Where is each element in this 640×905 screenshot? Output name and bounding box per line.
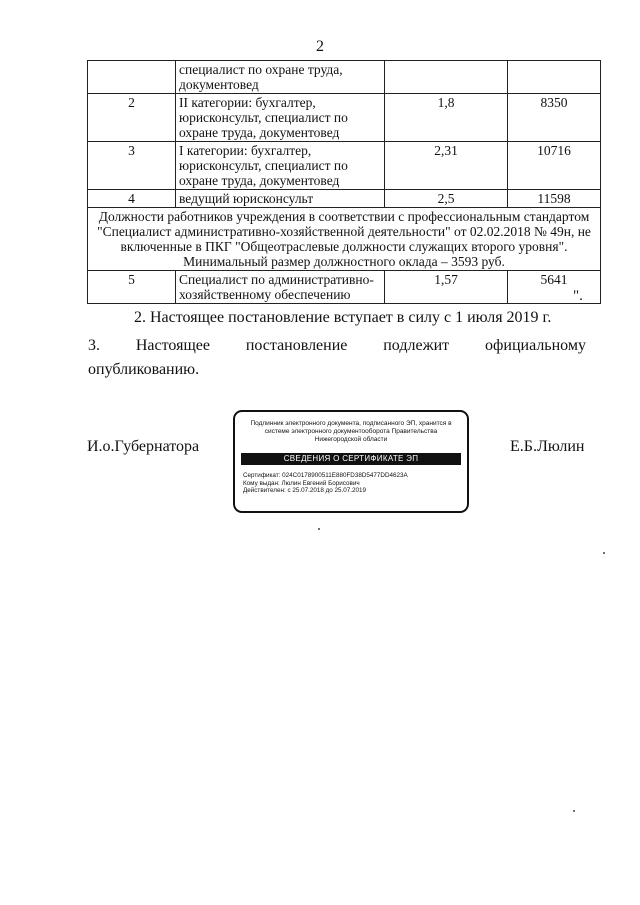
- closing-quote: ".: [573, 288, 583, 304]
- salary: 5641: [508, 271, 601, 304]
- scan-speck: [573, 810, 575, 812]
- position-name: ведущий юрисконсульт: [176, 190, 385, 208]
- scan-speck: [318, 528, 320, 530]
- salary: 11598: [508, 190, 601, 208]
- coefficient: 1,8: [385, 94, 508, 142]
- scan-speck: [603, 552, 605, 554]
- salary: 10716: [508, 142, 601, 190]
- position-name: I категории: бухгалтер, юрисконсульт, специалист по охране труда, документовед: [176, 142, 385, 190]
- coefficient: 2,5: [385, 190, 508, 208]
- table-row: [88, 142, 601, 190]
- p3-word: 3.: [88, 337, 100, 354]
- table-row: [88, 190, 601, 208]
- position-name: специалист по охране труда, документовед: [176, 61, 385, 94]
- salary: [508, 61, 601, 94]
- position-name: Специалист по административно-хозяйственному обеспечению: [176, 271, 385, 304]
- p3-word: постановление: [245, 337, 348, 354]
- certificate-number: Сертификат: 024C0178900511E880FD38D5477DD4623A: [243, 472, 408, 479]
- row-number: [88, 61, 176, 94]
- p3-word: официальному: [485, 337, 586, 354]
- p3-word: подлежит: [383, 337, 450, 354]
- page-number: 2: [316, 38, 324, 55]
- table-row: [88, 271, 601, 304]
- signatory-title: И.о.Губернатора: [87, 438, 200, 455]
- p3-word: Настоящее: [135, 337, 210, 354]
- group-header-text: Должности работников учреждения в соответствии с профессиональным стандартом "Специалист административно-хозяйственной деятельности" от 02.02.2018 № 49н, не включенные в ПКГ "Общеотраслевые должности служащих второго уровня".: [97, 209, 591, 254]
- certificate-owner: Кому выдан: Люлин Евгений Борисович: [243, 479, 360, 487]
- certificate-validity: Действителен: с 25.07.2018 до 25.07.2019: [243, 487, 367, 495]
- paragraph-3: [88, 334, 586, 382]
- coefficient: 2,31: [385, 142, 508, 190]
- signatory-name: Е.Б.Люлин: [510, 438, 585, 455]
- row-number: 4: [88, 190, 176, 208]
- table-row: [88, 61, 601, 94]
- electronic-signature-stamp: [233, 410, 469, 513]
- salary-table: [87, 60, 601, 304]
- row-number: 3: [88, 142, 176, 190]
- table-group-header: [88, 208, 601, 271]
- paragraph-3-line1: [88, 334, 586, 358]
- table-row: [88, 94, 601, 142]
- group-header-cell: [88, 208, 601, 271]
- coefficient: [385, 61, 508, 94]
- coefficient: 1,57: [385, 271, 508, 304]
- row-number: 5: [88, 271, 176, 304]
- paragraph-3-line2: опубликованию.: [88, 361, 200, 378]
- row-number: 2: [88, 94, 176, 142]
- position-name: II категории: бухгалтер, юрисконсульт, специалист по охране труда, документовед: [176, 94, 385, 142]
- salary: 8350: [508, 94, 601, 142]
- stamp-title-bar: СВЕДЕНИЯ О СЕРТИФИКАТЕ ЭП: [241, 453, 461, 465]
- stamp-header: Подлинник электронного документа, подписанного ЭП, хранится в системе электронного документооборота Правительства Нижегородской области: [250, 420, 452, 443]
- minimum-salary-text: Минимальный размер должностного оклада – 3593 руб.: [183, 254, 505, 269]
- paragraph-2: 2. Настоящее постановление вступает в силу с 1 июля 2019 г.: [134, 309, 552, 326]
- stamp-certificate-info: [243, 472, 467, 495]
